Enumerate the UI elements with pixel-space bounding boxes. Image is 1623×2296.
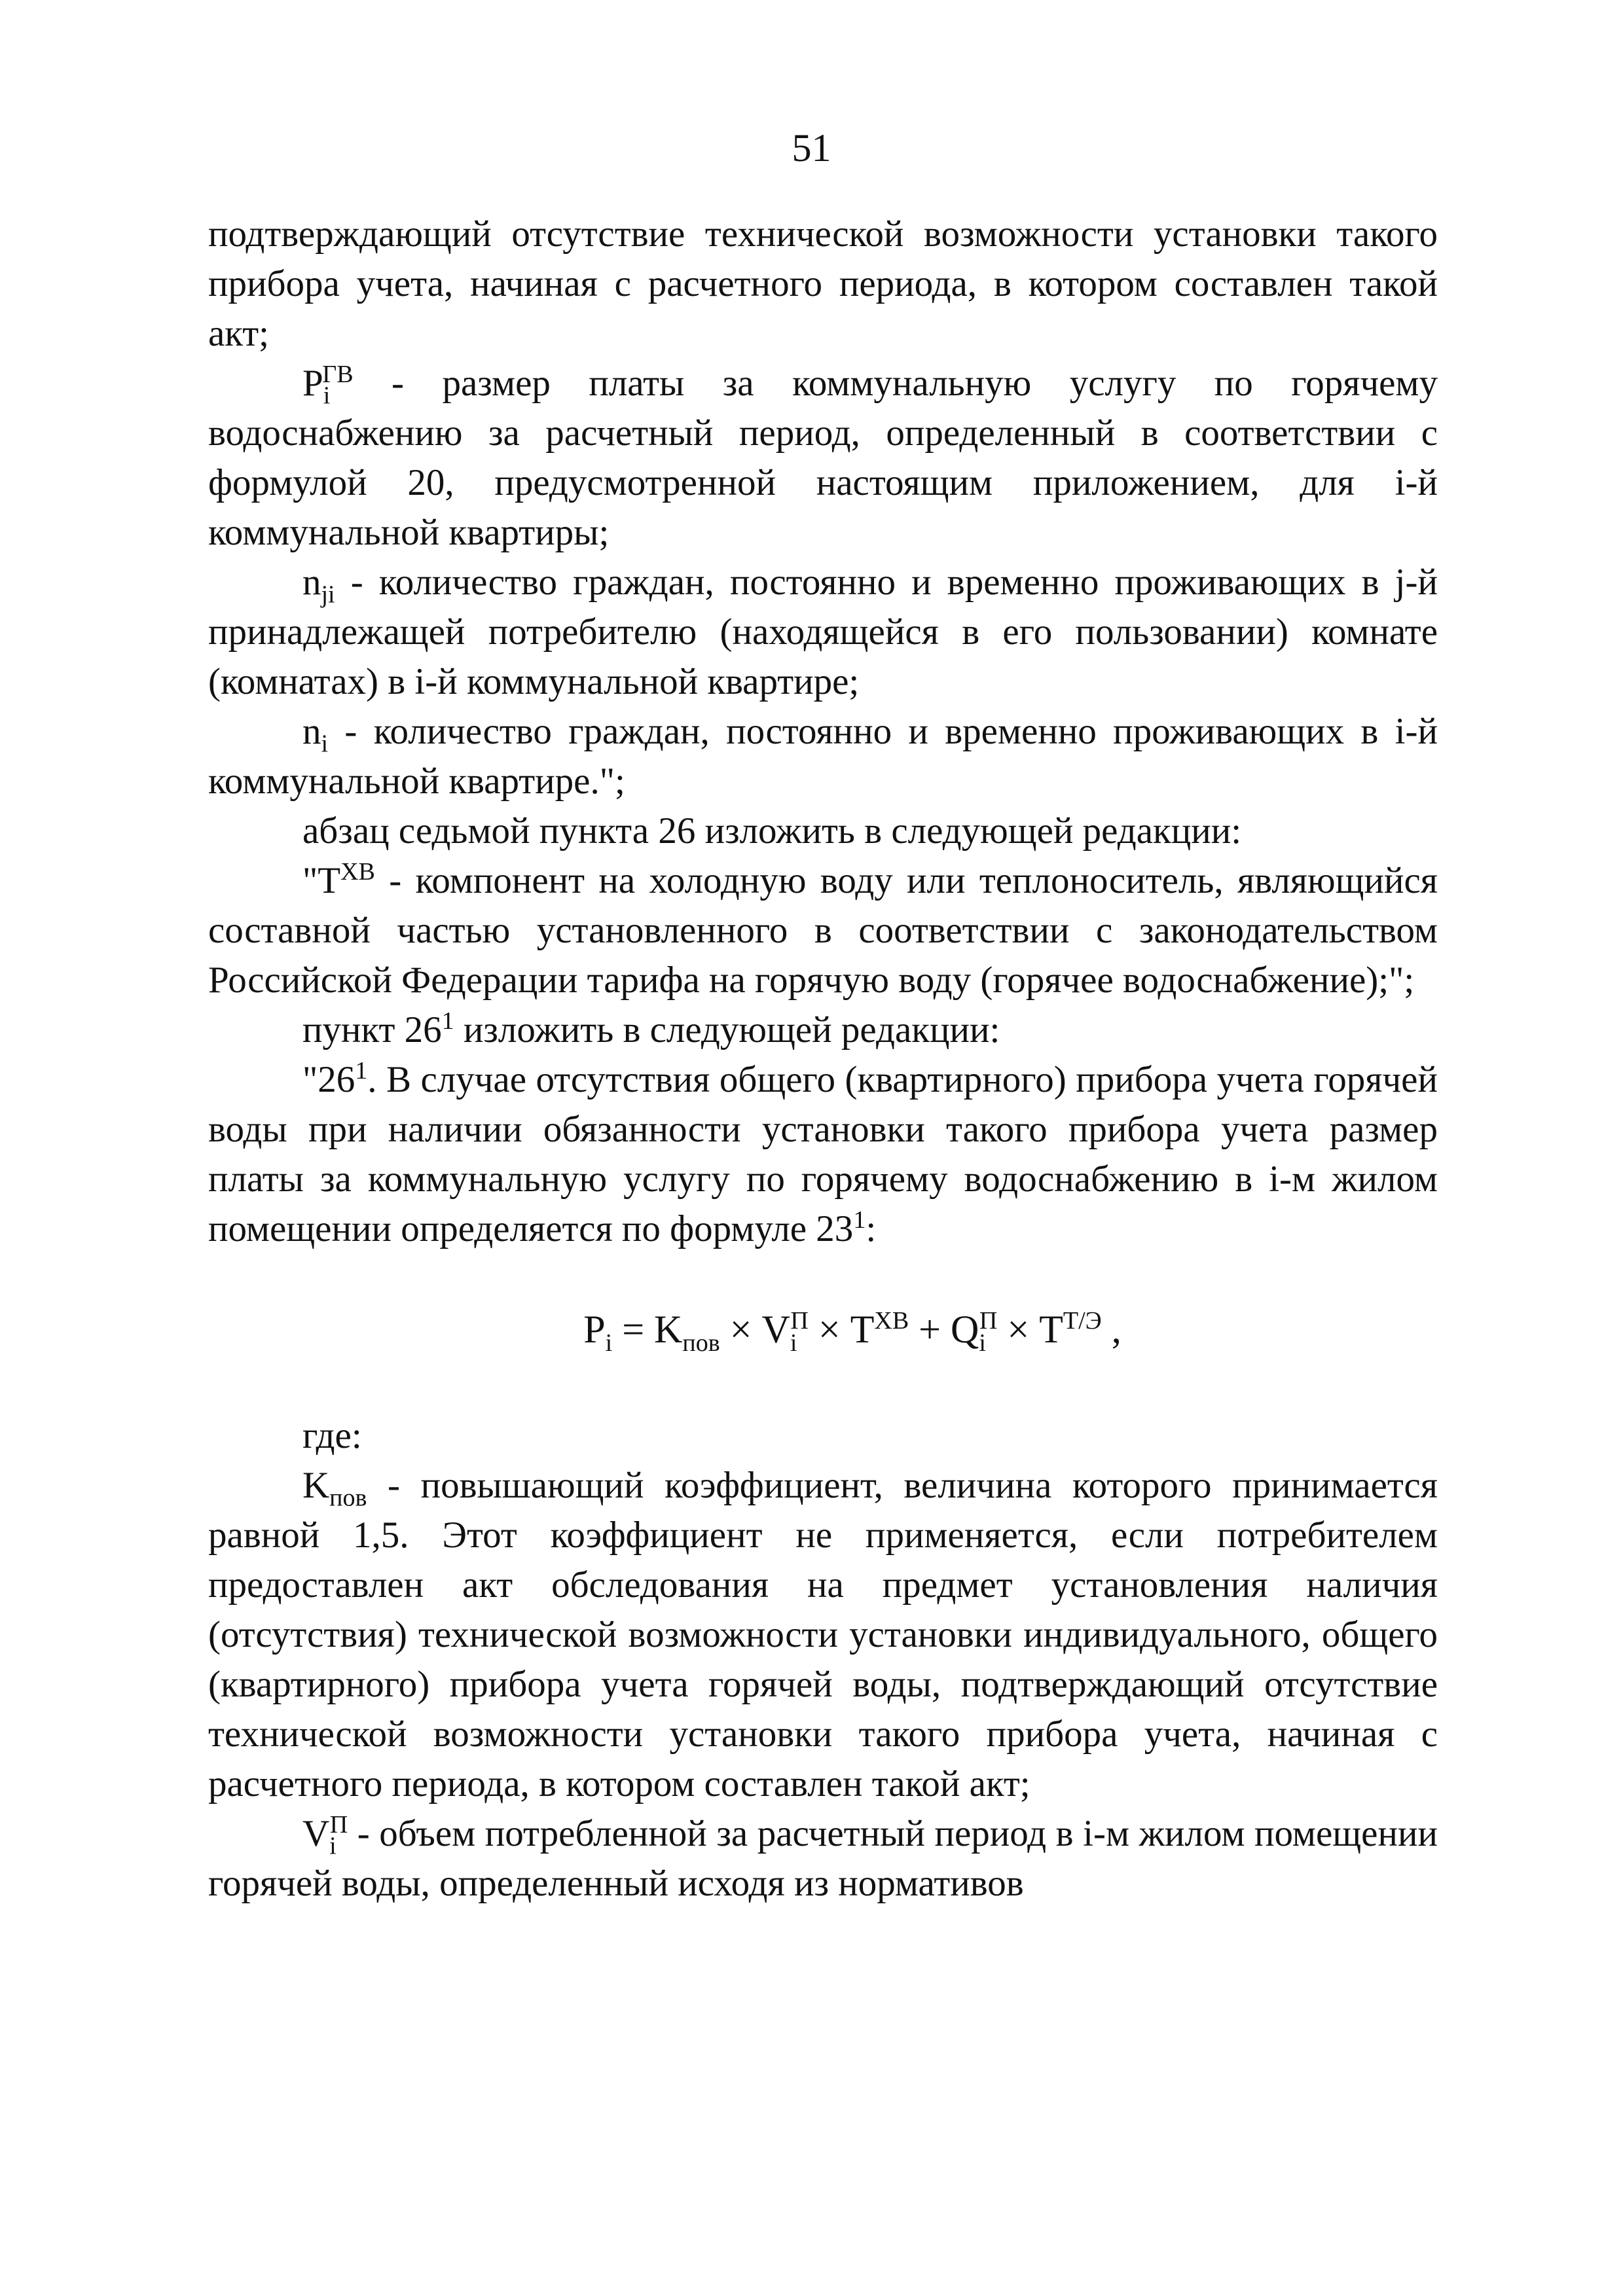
document-body [208,209,1438,1909]
symbol-v-p: $V_i^П$ [302,1811,348,1860]
symbol-k-pov: $K_{пов}$ [302,1465,367,1512]
definition-n-ji: $n_{ji}$ - количество граждан, постоянно и временно проживающих в j-й принадлежащей потребителю (находящейся в его пользовании) комнате (комнатах) в i-й коммунальной квартире; [208,562,1438,702]
formula-23-1: $P_i = K_{пов} \times V_i^П \times T^{ХВ} + Q_i^П \times T^{Т/Э}$ , [583,1307,1122,1357]
page-number: 51 [792,126,831,170]
amendment-instruction-26: абзац седьмой пункта 26 изложить в следующей редакции: [302,810,1242,852]
definition-k-pov: $K_{пов}$ - повышающий коэффициент, величина которого принимается равной 1,5. Этот коэффициент не применяется, если потребителем предоставлен акт обследования на предмет установления наличия (отсутствия) технической возможности установки индивидуального, общего (квартирного) прибора учета горячей воды, подтверждающий отсутствие технической возможности установки такого прибора учета, начиная с расчетного периода, в котором составлен такой акт; [208,1465,1438,1804]
definition-n-i: $n_i$ - количество граждан, постоянно и временно проживающих в i-й коммунальной квартире."; [208,711,1438,802]
definition-p-gv: $P_i^{ГВ}$ - размер платы за коммунальную услугу по горячему водоснабжению за расчетный период, определенный в соответствии с формулой 20, предусмотренной настоящим приложением, для i-й коммунальной квартиры; [208,361,1438,553]
definition-t-xv: "$T^{ХВ}$ - компонент на холодную воду или теплоноситель, являющийся составной частью установленного в соответствии с законодательством Российской Федерации тарифа на горячую воду (горячее водоснабжение);"; [208,858,1438,1001]
symbol-n-ji: $n_{ji}$ [302,562,335,609]
clause-26-1: "$26^1$. В случае отсутствия общего (квартирного) прибора учета горячей воды при наличии обязанности установки такого прибора учета размер платы за коммунальную услугу по горячему водоснабжению в i-м жилом помещении определяется по формуле $23^1$: [208,1057,1438,1249]
symbol-t-xv: "$T^{ХВ}$ [302,858,375,901]
symbol-p-gv: $P_i^{ГВ}$ [302,361,354,410]
paragraph-continuation: подтверждающий отсутствие технической возможности установки такого прибора учета, начиная с расчетного периода, в котором составлен такой акт; [208,213,1438,354]
symbol-n-i: $n_i$ [302,711,329,758]
definition-v-p: $V_i^П$ - объем потребленной за расчетный период в i-м жилом помещении горячей воды, определенный исходя из нормативов [208,1811,1438,1904]
amendment-instruction-26-1: пункт $26^1$ изложить в следующей редакции: [302,1007,1000,1050]
where-label: где: [302,1415,362,1456]
